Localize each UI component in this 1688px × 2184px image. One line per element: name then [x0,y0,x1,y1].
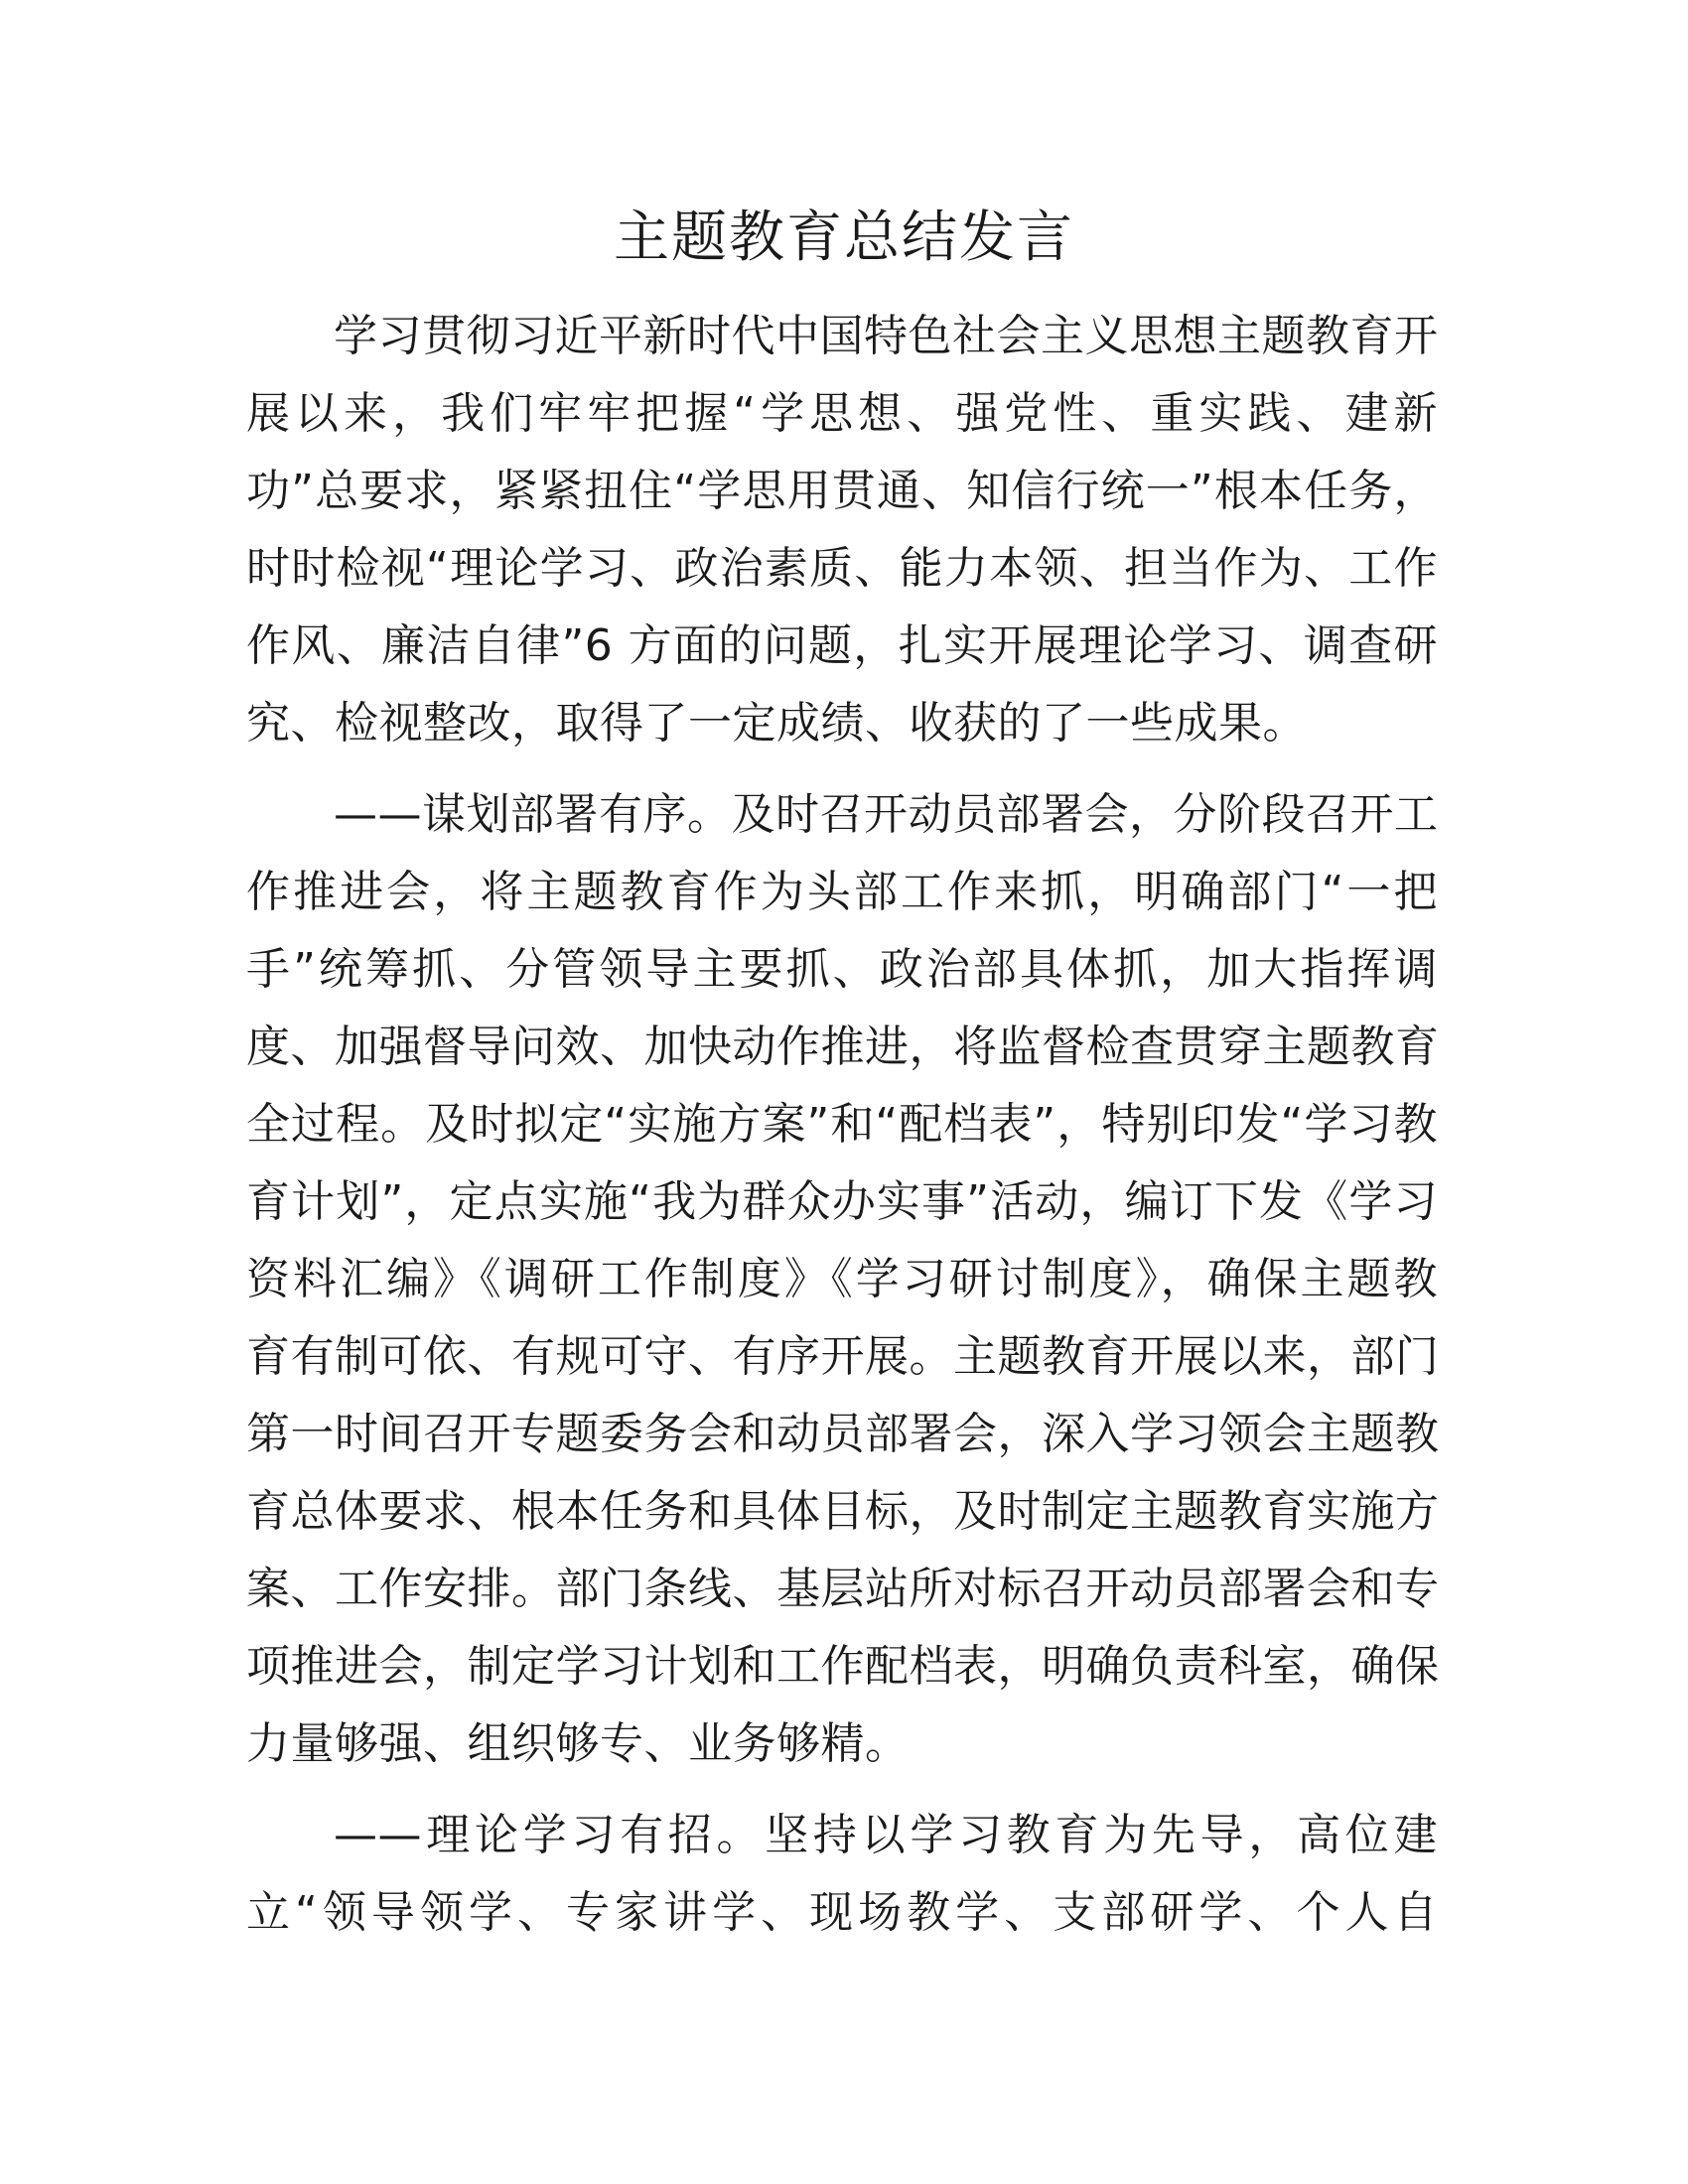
paragraph-theory-study [246,1797,1438,1952]
paragraph-line: 第一时间召开专题委务会和动员部署会，深入学习领会主题教 [246,1409,1440,1459]
paragraph-line: 究、检视整改，取得了一定成绩、收获的了一些成果。 [246,698,1307,749]
paragraph-line: 手”统筹抓、分管领导主要抓、政治部具体抓，加大指挥调 [246,944,1438,995]
paragraph-line: 时时检视“理论学习、政治素质、能力本领、担当作为、工作 [246,543,1438,594]
paragraph-line: ——谋划部署有序。及时召开动员部署会，分阶段召开工 [334,789,1439,840]
paragraph-intro [246,298,1438,762]
paragraph-line: 案、工作安排。部门条线、基层站所对标召开动员部署会和专 [246,1564,1440,1614]
paragraph-line: 立“领导领学、专家讲学、现场教学、支部研学、个人自 [246,1887,1438,1938]
paragraph-line: 育计划”，定点实施“我为群众办实事”活动，编订下发《学习 [246,1176,1438,1227]
paragraph-line: 资料汇编》《调研工作制度》《学习研讨制度》，确保主题教 [246,1254,1438,1304]
paragraph-line: ——理论学习有招。坚持以学习教育为先导，高位建 [334,1810,1438,1860]
paragraph-line: 育有制可依、有规可守、有序开展。主题教育开展以来，部门 [246,1331,1440,1382]
paragraph-line: 全过程。及时拟定“实施方案”和“配档表”，特别印发“学习教 [246,1099,1438,1150]
paragraph-line: 学习贯彻习近平新时代中国特色社会主义思想主题教育开 [334,311,1439,361]
paragraph-line: 展以来，我们牢牢把握“学思想、强党性、重实践、建新 [246,388,1438,439]
paragraph-planning [246,776,1438,1783]
paragraph-line: 育总体要求、根本任务和具体目标，及时制定主题教育实施方 [246,1486,1440,1537]
paragraph-line: 功”总要求，紧紧扭住“学思用贯通、知信行统一”根本任务， [246,466,1438,516]
paragraph-line: 力量够强、组织够专、业务够精。 [246,1718,910,1769]
paragraph-line: 作推进会，将主题教育作为头部工作来抓，明确部门“一把 [246,867,1438,917]
paragraph-line: 项推进会，制定学习计划和工作配档表，明确负责科室，确保 [246,1641,1440,1692]
paragraph-line: 作风、廉洁自律”6 方面的问题，扎实开展理论学习、调查研 [246,620,1438,671]
paragraph-line: 度、加强督导问效、加快动作推进，将监督检查贯穿主题教育 [246,1022,1440,1072]
document-title: 主题教育总结发言 [614,205,1074,270]
document-body [246,298,1438,1966]
